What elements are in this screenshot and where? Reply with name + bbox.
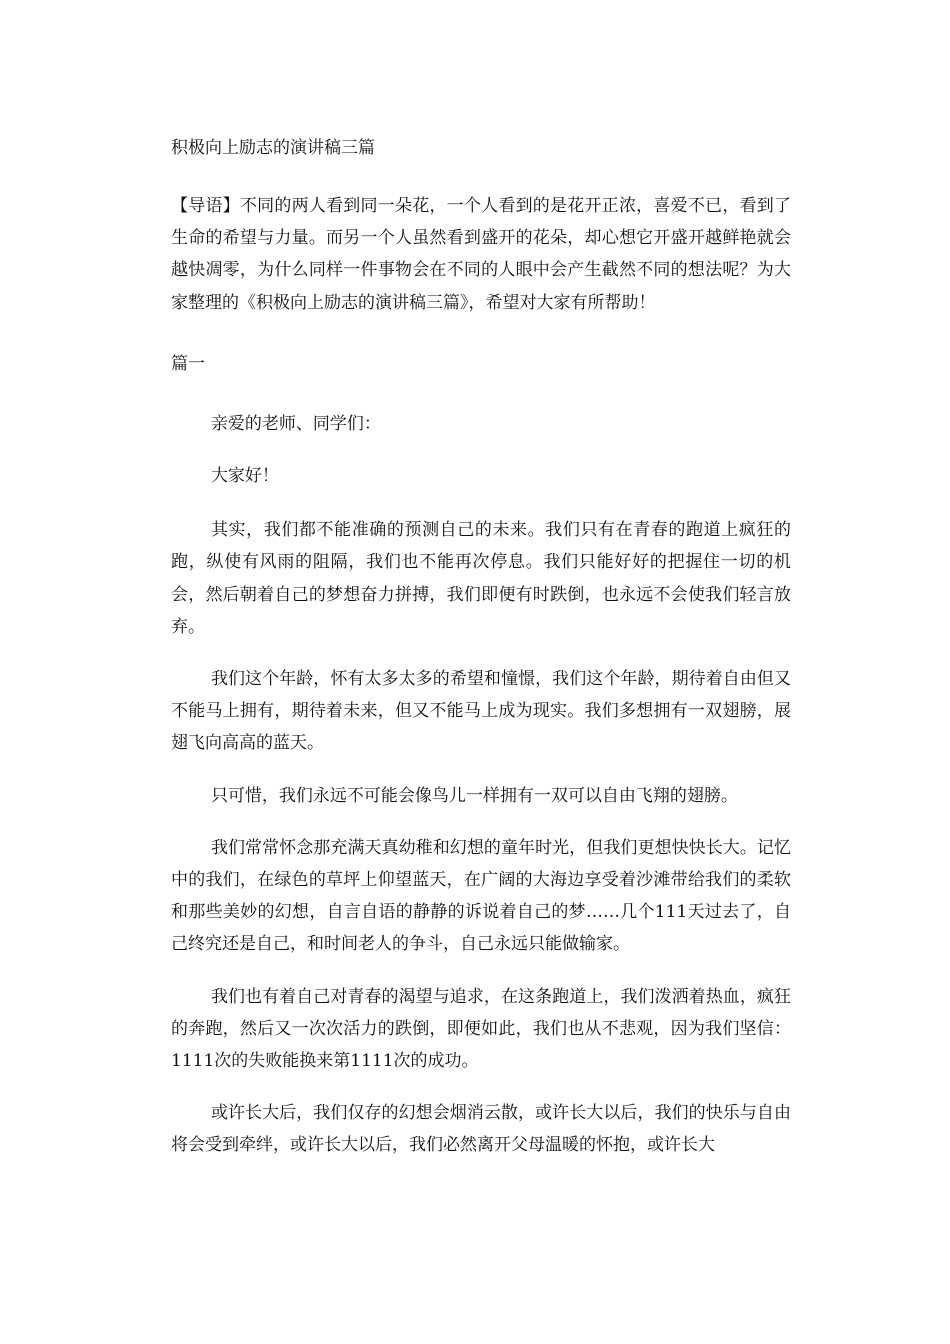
body-paragraph: 或许长大后，我们仅存的幻想会烟消云散，或许长大以后，我们的快乐与自由将会受到牵绊，或许长大以后，我们必然离开父母温暖的怀抱，或许长大 [171, 1103, 791, 1156]
greeting: 大家好！ [210, 466, 279, 487]
document-title: 积极向上励志的演讲稿三篇 [171, 138, 375, 158]
body-paragraph: 我们常常怀念那充满天真幼稚和幻想的童年时光，但我们更想快快长大。记忆中的我们，在绿色的草坪上仰望蓝天，在广阔的大海边享受着沙滩带给我们的柔软和那些美妙的幻想，自言自语的静静的诉说着自己的梦……几个111天过去了，自己终究还是自己，和时间老人的争斗，自己永远只能做输家。 [171, 837, 791, 955]
document-body [171, 132, 791, 1182]
body-paragraph: 我们也有着自己对青春的渴望与追求，在这条跑道上，我们泼洒着热血，疯狂的奔跑，然后又一次次活力的跌倒，即便如此，我们也从不悲观，因为我们坚信：1111次的失败能换来第1111次的成功。 [171, 986, 791, 1072]
body-paragraph: 只可惜，我们永远不可能会像鸟儿一样拥有一双可以自由飞翔的翅膀。 [210, 785, 738, 806]
intro-paragraph [171, 190, 791, 319]
section-heading: 篇一 [171, 353, 205, 374]
salutation: 亲爱的老师、同学们： [210, 413, 381, 434]
intro-tag: 【导语】 [171, 196, 240, 216]
body-paragraph: 其实，我们都不能准确的预测自己的未来。我们只有在青春的跑道上疯狂的跑，纵使有风雨的阻隔，我们也不能再次停息。我们只能好好的把握住一切的机会，然后朝着自己的梦想奋力拼搏，我们即便有时跌倒，也永远不会使我们轻言放弃。 [171, 520, 791, 637]
body-paragraph: 我们这个年龄，怀有太多太多的希望和憧憬，我们这个年龄，期待着自由但又不能马上拥有，期待着未来，但又不能马上成为现实。我们多想拥有一双翅膀，展翅飞向高高的蓝天。 [171, 669, 791, 754]
intro-text: 不同的两人看到同一朵花，一个人看到的是花开正浓，喜爱不已，看到了生命的希望与力量。而另一个人虽然看到盛开的花朵，却心想它开盛开越鲜艳就会越快凋零，为什么同样一件事物会在不同的人眼中会产生截然不同的想法呢？为大家整理的《积极向上励志的演讲稿三篇》，希望对大家有所帮助！ [171, 196, 792, 313]
